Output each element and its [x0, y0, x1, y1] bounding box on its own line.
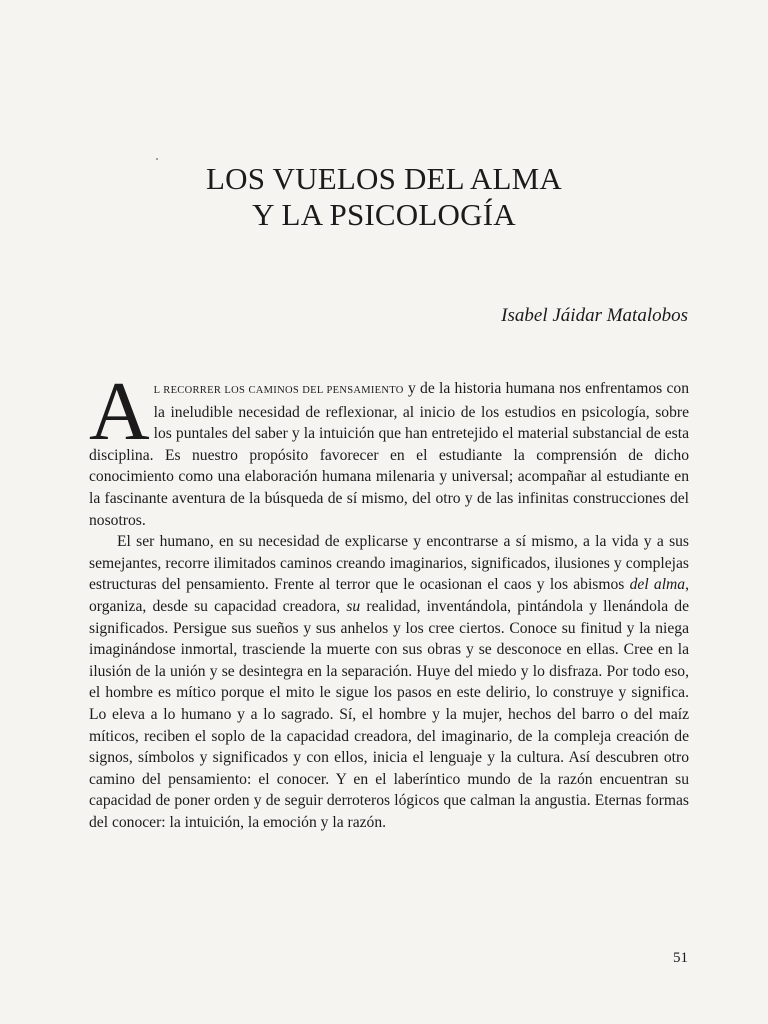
author-name: Isabel Jáidar Matalobos: [501, 305, 688, 326]
scan-speck: [156, 158, 158, 160]
title-line-2: Y LA PSICOLOGÍA: [252, 196, 516, 232]
paragraph-2: [89, 531, 689, 833]
paragraph-1-text: y de la historia humana nos enfrentamos con la ineludible necesidad de reflexionar, al inicio de los estudios en psicología, sobre los puntales del saber y la intuición que han entretejido el material substancial de esta disciplina. Es nuestro propósito favorecer en el estudiante la comprensión de dicho conocimiento como una elaboración humana milenaria y universal; acompañar al estudiante en la fascinante aventura de la búsqueda de sí mismo, del otro y de las infinitas construcciones del nosotros.: [89, 380, 689, 529]
lead-in-smallcaps: L RECORRER LOS CAMINOS DEL PENSAMIENTO: [153, 385, 404, 396]
paragraph-2-italic-1: del alma: [629, 576, 686, 594]
page-number: 51: [673, 950, 688, 966]
paragraph-1: [89, 365, 689, 531]
paragraph-2-part-3: realidad, inventándola, pintándola y llenándola de significados. Persigue sus sueños y sus anhelos y los cree ciertos. Conoce su finitud y la niega imaginándose inmortal, trasciende la muerte con sus obras y se desconoce en ellas. Cree en la ilusión de la unión y se desintegra en la separación. Huye del miedo y lo disfraza. Por todo eso, el hombre es mítico porque el mito le sigue los pasos en este delirio, lo construye y significa. Lo eleva a lo humano y a lo sagrado. Sí, el hombre y la mujer, hechos del barro o del maíz míticos, reciben el soplo de la capacidad creadora, del imaginario, de la compleja creación de signos, símbolos y significados y con ellos, inicia el lenguaje y la cultura. Así descubren otro camino del pensamiento: el conocer. Y en el laberíntico mundo de la razón encuentran su capacidad de poner orden y de seguir derroteros lógicos que calman la angustia. Eternas formas del conocer: la intuición, la emoción y la razón.: [89, 597, 689, 831]
paragraph-2-part-1: El ser humano, en su necesidad de explicarse y encontrarse a sí mismo, a la vida y a sus semejantes, recorre ilimitados caminos creando imaginarios, significados, ilusiones y complejas estructuras del pensamiento. Frente al terror que le ocasionan el caos y los abismos: [89, 533, 689, 594]
drop-cap: A: [89, 365, 150, 458]
article-body: [89, 365, 689, 833]
article-title: [0, 161, 768, 233]
paragraph-2-part-2: , organiza, desde su capacidad creadora,: [89, 576, 689, 615]
title-line-1: LOS VUELOS DEL ALMA: [205, 160, 562, 196]
paragraph-2-italic-2: su: [346, 597, 361, 615]
